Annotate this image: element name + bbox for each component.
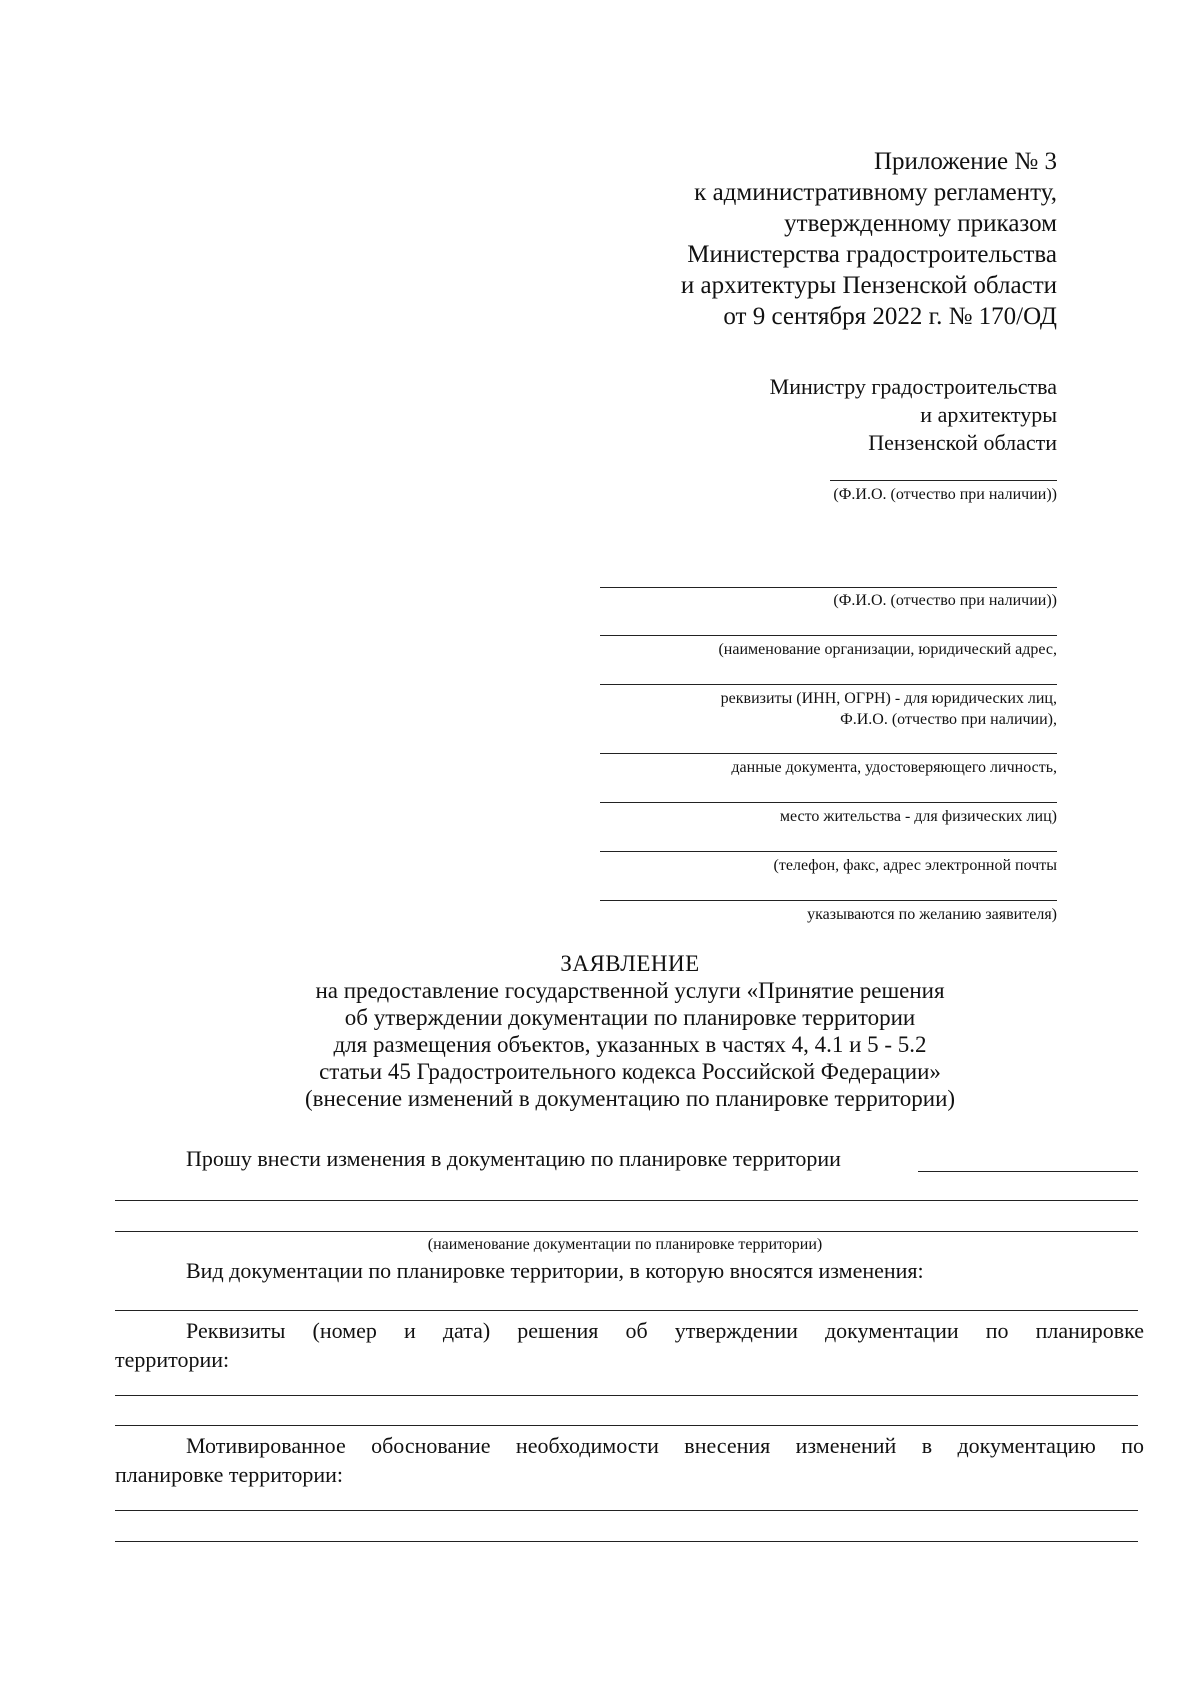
motivation-field-line-1[interactable] xyxy=(115,1510,1138,1511)
applicant-caption: место жительства - для физических лиц) xyxy=(779,808,1057,825)
applicant-id-document-field[interactable] xyxy=(600,753,1057,754)
addressee-line: Пензенской области xyxy=(868,430,1057,455)
title-line: (внесение изменений в документацию по планировке территории) xyxy=(304,1086,956,1111)
request-field-line-1[interactable] xyxy=(115,1200,1138,1201)
appendix-line: Приложение № 3 xyxy=(873,148,1057,175)
appendix-line: к административному регламенту, xyxy=(694,179,1057,206)
applicant-caption: (наименование организации, юридический адрес, xyxy=(718,641,1057,658)
motivation-label-line-2: планировке территории: xyxy=(115,1462,343,1487)
application-title xyxy=(140,950,1120,1112)
applicant-caption: (телефон, факс, адрес электронной почты xyxy=(773,857,1057,874)
applicant-caption: (Ф.И.О. (отчество при наличии)) xyxy=(833,592,1057,609)
addressee-block xyxy=(637,373,1057,457)
applicant-caption: реквизиты (ИНН, ОГРН) - для юридических лиц, xyxy=(720,690,1057,707)
addressee-line: Министру градостроительства xyxy=(769,374,1057,399)
motivation-label-line-1: Мотивированное обоснование необходимости внесения изменений в документацию по xyxy=(186,1433,1144,1458)
requisites-field-line-1[interactable] xyxy=(115,1395,1138,1396)
appendix-header xyxy=(537,146,1057,332)
title-line: для размещения объектов, указанных в частях 4, 4.1 и 5 - 5.2 xyxy=(333,1032,927,1057)
request-text: Прошу внести изменения в документацию по планировке территории xyxy=(186,1146,841,1171)
applicant-fio-field[interactable] xyxy=(600,587,1057,588)
appendix-line: утвержденному приказом xyxy=(784,210,1057,237)
requisites-field-line-2[interactable] xyxy=(115,1425,1138,1426)
documentation-name-caption: (наименование документации по планировке территории) xyxy=(427,1236,823,1253)
title-heading: ЗАЯВЛЕНИЕ xyxy=(560,951,700,976)
applicant-requisites-field[interactable] xyxy=(600,684,1057,685)
minister-fio-caption: (Ф.И.О. (отчество при наличии)) xyxy=(833,486,1057,503)
applicant-residence-field[interactable] xyxy=(600,802,1057,803)
applicant-caption: Ф.И.О. (отчество при наличии), xyxy=(840,711,1057,728)
title-line: об утверждении документации по планировке территории xyxy=(344,1005,916,1030)
appendix-line: Министерства градостроительства xyxy=(687,241,1057,268)
requisites-label-line-2: территории: xyxy=(115,1347,230,1372)
applicant-contacts-field[interactable] xyxy=(600,851,1057,852)
doc-type-label: Вид документации по планировке территории, в которую вносятся изменения: xyxy=(186,1258,924,1283)
title-line: на предоставление государственной услуги «Принятие решения xyxy=(315,978,945,1003)
title-line: статьи 45 Градостроительного кодекса Российской Федерации» xyxy=(319,1059,941,1084)
doc-type-field[interactable] xyxy=(115,1310,1138,1311)
applicant-caption: указываются по желанию заявителя) xyxy=(807,906,1057,923)
applicant-organization-field[interactable] xyxy=(600,635,1057,636)
applicant-contacts-field-2[interactable] xyxy=(600,900,1057,901)
applicant-caption: данные документа, удостоверяющего личность, xyxy=(731,759,1057,776)
appendix-line: от 9 сентября 2022 г. № 170/ОД xyxy=(723,303,1057,330)
request-inline-field[interactable] xyxy=(918,1171,1138,1172)
requisites-label-line-1: Реквизиты (номер и дата) решения об утверждении документации по планировке xyxy=(186,1318,1144,1343)
appendix-line: и архитектуры Пензенской области xyxy=(680,272,1057,299)
request-field-line-2[interactable] xyxy=(115,1231,1138,1232)
motivation-field-line-2[interactable] xyxy=(115,1541,1138,1542)
addressee-line: и архитектуры xyxy=(920,402,1057,427)
minister-name-field[interactable] xyxy=(830,480,1057,481)
